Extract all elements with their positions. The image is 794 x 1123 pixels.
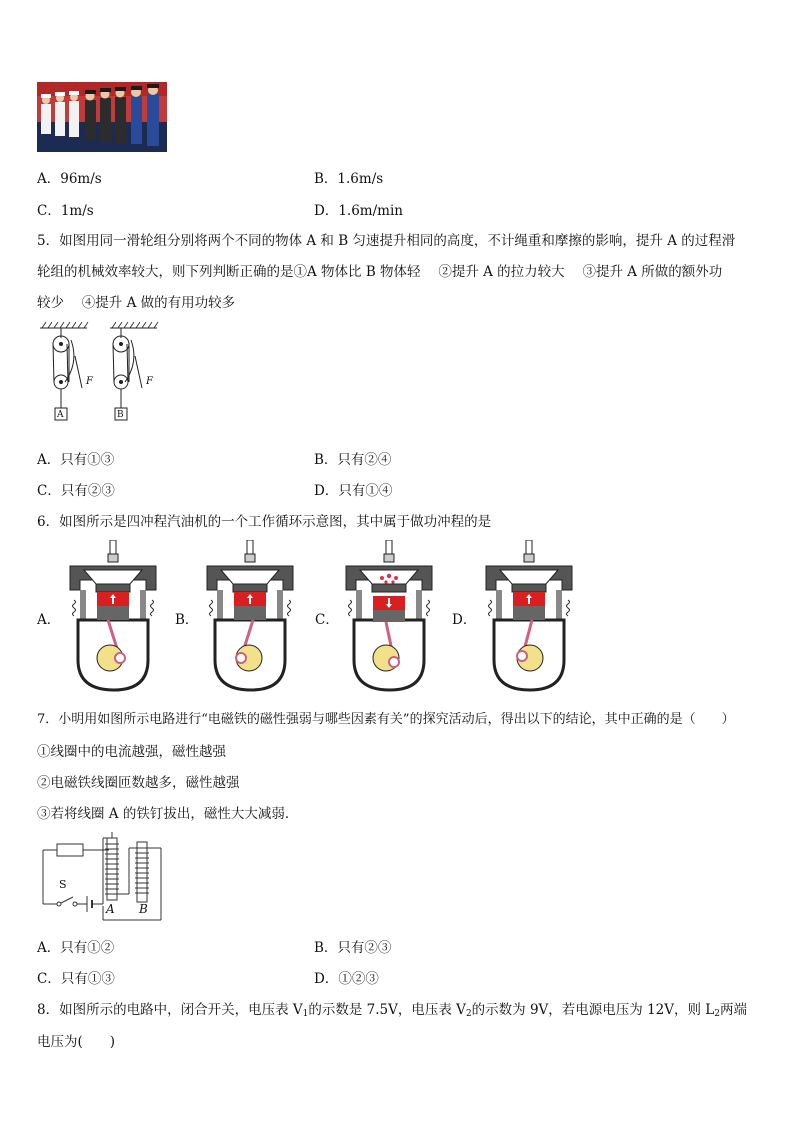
block-b-label: B <box>117 410 124 420</box>
q7-stem-line-1: 7．小明用如图所示电路进行“电磁铁的磁性强弱与哪些因素有关”的探究活动后，得出以下的结论，其中正确的是（ ） <box>37 712 735 727</box>
option-key: C． <box>37 483 61 499</box>
option-text: 只有①③ <box>60 971 115 987</box>
q8-text-b: 的示数是 7.5V，电压表 V <box>308 1002 466 1018</box>
q4-option-b[interactable] <box>314 167 383 187</box>
q6-stem: 6．如图所示是四冲程汽油机的一个工作循环示意图，其中属于做功冲程的是 <box>37 514 492 530</box>
option-key: A． <box>37 452 61 468</box>
block-a-label: A <box>57 410 64 420</box>
q5-stem-line-2: 轮组的机械效率较大，则下列判断正确的是①A 物体比 B 物体轻 ②提升 A 的拉力较大 ③提升 A 所做的额外功 <box>37 264 723 280</box>
q8-text-d: 两端 <box>720 1002 748 1018</box>
q4-option-a[interactable] <box>37 167 102 187</box>
q6-option-d-label[interactable]: D． <box>452 612 477 628</box>
option-key: C． <box>37 971 61 987</box>
q7-statement-3: ③若将线圈 A 的铁钉拔出，磁性大大减弱． <box>37 806 299 822</box>
v1-subscript: 1 <box>302 1009 309 1019</box>
q6-option-a-label[interactable]: A． <box>37 612 61 628</box>
q7-option-c[interactable] <box>37 967 115 987</box>
q4-option-c[interactable] <box>37 199 94 219</box>
engine-stroke-b <box>203 540 299 692</box>
parade-photo <box>37 82 167 152</box>
option-text: 只有②④ <box>337 452 392 468</box>
q4-option-d[interactable] <box>314 199 403 219</box>
q7-option-b[interactable] <box>314 936 391 956</box>
l2-subscript: 2 <box>714 1009 721 1019</box>
q8-text-c: 的示数为 9V，若电源电压为 12V，则 L <box>471 1002 715 1018</box>
option-key: B． <box>314 452 338 468</box>
q7-option-d[interactable] <box>314 967 379 987</box>
q7-statement-1: ①线圈中的电流越强，磁性越强 <box>37 744 226 760</box>
q5-option-a[interactable] <box>37 448 114 468</box>
option-text: 1m/s <box>60 203 94 219</box>
engine-stroke-d <box>482 540 578 692</box>
q5-option-c[interactable] <box>37 479 115 499</box>
engine-stroke-a <box>66 540 162 692</box>
q6-option-b-label[interactable]: B． <box>175 612 199 628</box>
switch-label: S <box>59 878 67 891</box>
pulley-diagram <box>37 320 167 430</box>
q6-option-c-label[interactable]: C． <box>315 612 339 628</box>
q7-option-a[interactable] <box>37 936 114 956</box>
option-key: A． <box>37 171 61 187</box>
coil-b-label: B <box>139 902 148 916</box>
engine-stroke-c <box>342 540 438 692</box>
option-key: B． <box>314 171 338 187</box>
q5-stem-line-1: 5．如图用同一滑轮组分别将两个不同的物体 A 和 B 匀速提升相同的高度，不计绳重和摩擦的影响，提升 A 的过程滑 <box>37 233 736 249</box>
option-text: 只有②③ <box>60 483 115 499</box>
option-key: C． <box>37 203 61 219</box>
q8-stem-line-1 <box>37 998 747 1019</box>
q5-option-d[interactable] <box>314 479 392 499</box>
option-key: B． <box>314 940 338 956</box>
option-text: ①②③ <box>338 971 379 987</box>
force-label-left: F <box>86 376 93 387</box>
q5-option-b[interactable] <box>314 448 391 468</box>
q7-statement-2: ②电磁铁线圈匝数越多，磁性越强 <box>37 775 240 791</box>
option-text: 96m/s <box>60 171 102 187</box>
q8-text-a: 8．如图所示的电路中，闭合开关，电压表 V <box>37 1002 303 1018</box>
q8-stem-line-2: 电压为( ) <box>37 1034 116 1050</box>
electromagnet-circuit <box>37 832 167 924</box>
v2-subscript: 2 <box>465 1009 472 1019</box>
q5-stem-line-3: 较少 ④提升 A 做的有用功较多 <box>37 295 236 311</box>
option-text: 只有①② <box>60 940 115 956</box>
force-label-right: F <box>146 376 153 387</box>
option-key: A． <box>37 940 61 956</box>
option-text: 只有①④ <box>338 483 393 499</box>
option-text: 1.6m/min <box>338 203 403 219</box>
option-text: 1.6m/s <box>337 171 384 187</box>
coil-a-label: A <box>106 902 115 916</box>
option-key: D． <box>314 483 339 499</box>
option-text: 只有①③ <box>60 452 115 468</box>
option-text: 只有②③ <box>337 940 392 956</box>
option-key: D． <box>314 971 339 987</box>
option-key: D． <box>314 203 339 219</box>
